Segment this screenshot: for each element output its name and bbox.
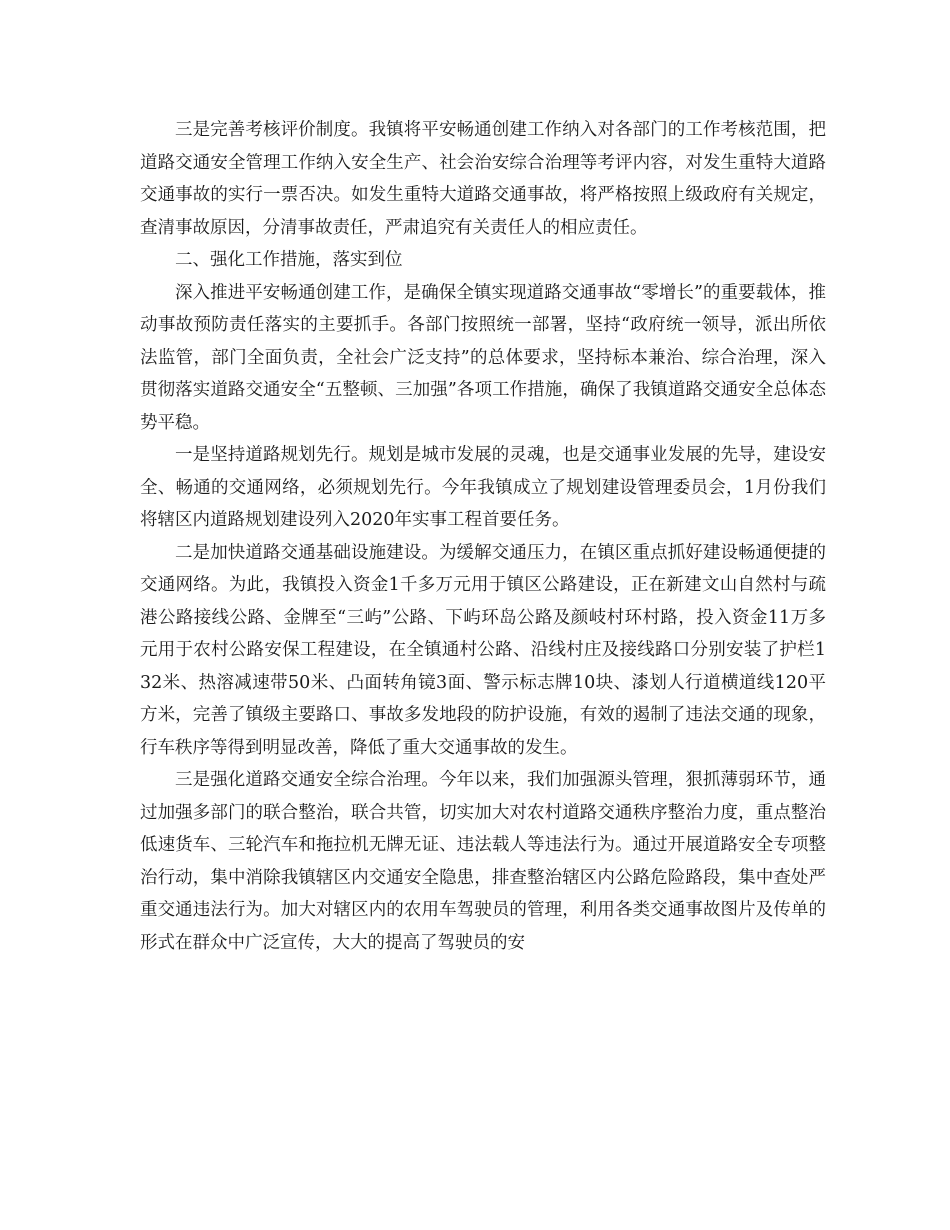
paragraph-road-planning: 一是坚持道路规划先行。规划是城市发展的灵魂，也是交通事业发展的先导，建设安全、畅通的交通网络，必须规划先行。今年我镇成立了规划建设管理委员会，1月份我们将辖区内道路规划建设列入2020年实事工程首要任务。 [140, 445, 826, 530]
section-heading-measures: 二、强化工作措施，落实到位 [175, 250, 403, 270]
document-body [140, 114, 826, 959]
paragraph-infrastructure: 二是加快道路交通基础设施建设。为缓解交通压力，在镇区重点抓好建设畅通便捷的交通网络。为此，我镇投入资金1千多万元用于镇区公路建设，正在新建文山自然村与疏港公路接线公路、金牌至“三屿”公路、下屿环岛公路及颜岐村环村路，投入资金11万多元用于农村公路安保工程建设，在全镇通村公路、沿线村庄及接线路口分别安装了护栏132米、热溶减速带50米、凸面转角镜3面、警示标志牌10块、漆划人行道横道线120平方米，完善了镇级主要路口、事故多发地段的防护设施，有效的遏制了违法交通的现象，行车秩序等得到明显改善，降低了重大交通事故的发生。 [140, 542, 826, 758]
paragraph-comprehensive-governance: 三是强化道路交通安全综合治理。今年以来，我们加强源头管理，狠抓薄弱环节，通过加强多部门的联合整治，联合共管，切实加大对农村道路交通秩序整治力度，重点整治低速货车、三轮汽车和拖拉机无牌无证、违法载人等违法行为。通过开展道路安全专项整治行动，集中消除我镇辖区内交通安全隐患，排查整治辖区内公路危险路段，集中查处严重交通违法行为。加大对辖区内的农用车驾驶员的管理，利用各类交通事故图片及传单的形式在群众中广泛宣传，大大的提高了驾驶员的安 [140, 770, 826, 953]
paragraph-assessment-system: 三是完善考核评价制度。我镇将平安畅通创建工作纳入对各部门的工作考核范围，把道路交通安全管理工作纳入安全生产、社会治安综合治理等考评内容，对发生重特大道路交通事故的实行一票否决。如发生重特大道路交通事故，将严格按照上级政府有关规定，查清事故原因，分清事故责任，严肃追究有关责任人的相应责任。 [140, 120, 826, 238]
paragraph-promotion: 深入推进平安畅通创建工作，是确保全镇实现道路交通事故“零增长”的重要载体，推动事故预防责任落实的主要抓手。各部门按照统一部署，坚持“政府统一领导，派出所依法监管，部门全面负责，全社会广泛支持”的总体要求，坚持标本兼治、综合治理，深入贯彻落实道路交通安全“五整顿、三加强”各项工作措施，确保了我镇道路交通安全总体态势平稳。 [140, 282, 826, 433]
